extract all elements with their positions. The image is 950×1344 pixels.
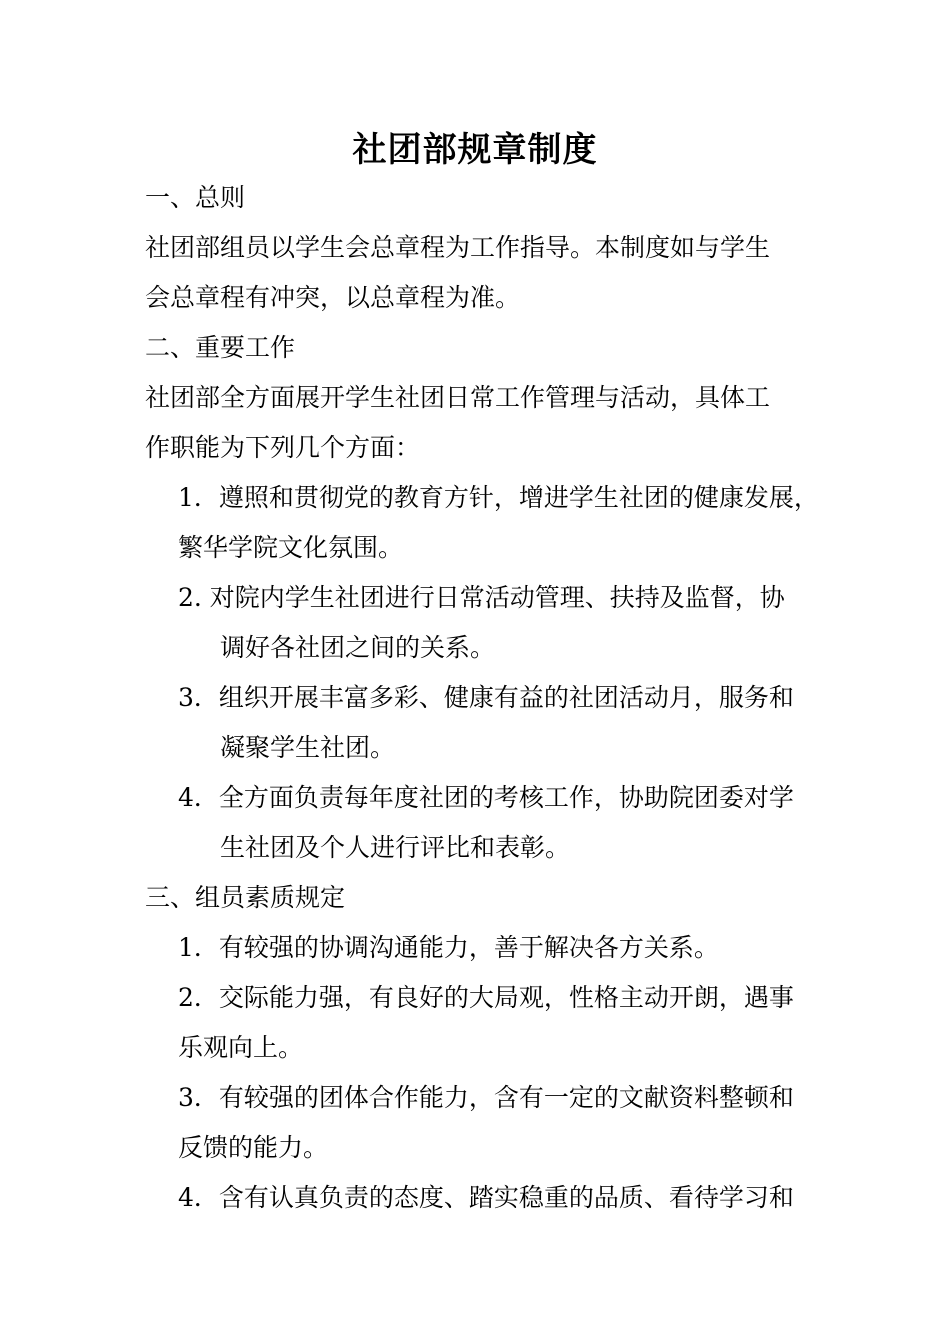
list-item: 3．组织开展丰富多彩、健康有益的社团活动月，服务和 <box>178 683 794 712</box>
list-item-continuation: 调好各社团之间的关系。 <box>220 633 496 662</box>
list-item: 2. 对院内学生社团进行日常活动管理、扶持及监督，协 <box>178 583 785 612</box>
list-item: 1．遵照和贯彻党的教育方针，增进学生社团的健康发展， <box>178 483 819 512</box>
list-item-continuation: 凝聚学生社团。 <box>220 733 396 762</box>
list-item-continuation: 生社团及个人进行评比和表彰。 <box>220 833 571 862</box>
list-item: 3．有较强的团体合作能力，含有一定的文献资料整顿和 <box>178 1083 794 1112</box>
paragraph-line: 作职能为下列几个方面： <box>145 433 421 462</box>
list-item-continuation: 繁华学院文化氛围。 <box>178 533 404 562</box>
list-item: 4．含有认真负责的态度、踏实稳重的品质、看待学习和 <box>178 1183 794 1212</box>
section-heading-general: 一、总则 <box>145 183 246 212</box>
section-heading-main-work: 二、重要工作 <box>145 333 296 362</box>
paragraph-line: 社团部全方面展开学生社团日常工作管理与活动，具体工 <box>145 383 771 412</box>
list-item-continuation: 乐观向上。 <box>178 1033 304 1062</box>
document-title: 社团部规章制度 <box>352 130 598 170</box>
paragraph-line: 社团部组员以学生会总章程为工作指导。本制度如与学生 <box>145 233 771 262</box>
list-item-continuation: 反馈的能力。 <box>178 1133 329 1162</box>
list-item: 1．有较强的协调沟通能力，善于解决各方关系。 <box>178 933 719 962</box>
list-item: 4．全方面负责每年度社团的考核工作，协助院团委对学 <box>178 783 794 812</box>
section-heading-member-requirements: 三、组员素质规定 <box>145 883 346 912</box>
list-item: 2．交际能力强，有良好的大局观，性格主动开朗，遇事 <box>178 983 794 1012</box>
paragraph-line: 会总章程有冲突，以总章程为准。 <box>145 283 521 312</box>
